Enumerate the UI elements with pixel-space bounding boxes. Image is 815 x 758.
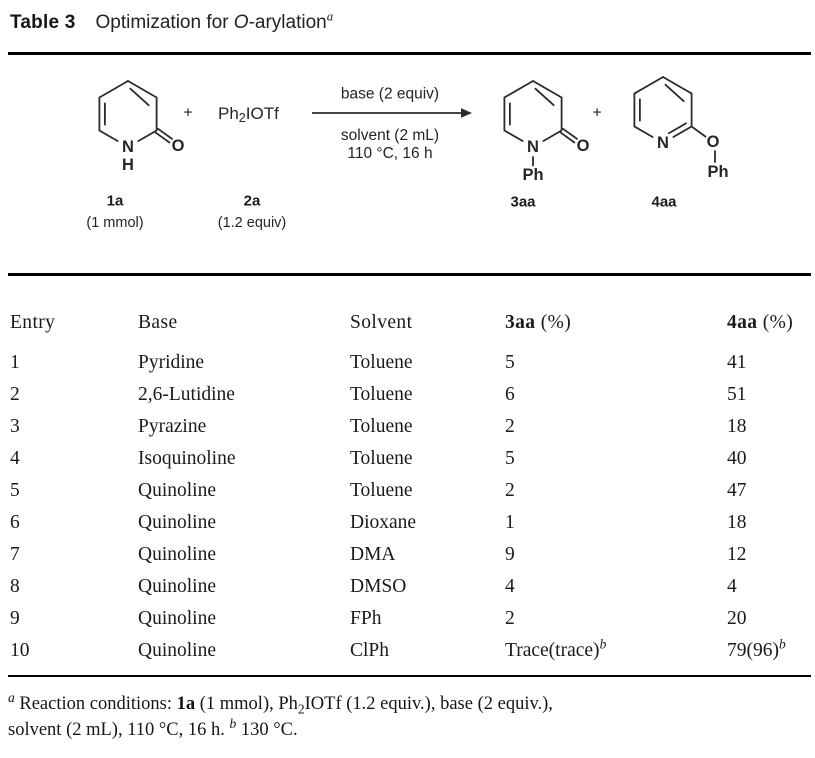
cell-3aa-yield bbox=[505, 379, 727, 411]
table-caption bbox=[10, 8, 334, 34]
yield-4aa-value: 18 bbox=[727, 512, 747, 533]
footnote-line-1 bbox=[8, 691, 810, 717]
cell-4aa-yield bbox=[727, 379, 815, 411]
phenyl-group-label: Ph bbox=[707, 163, 729, 181]
cell-solvent: Toluene bbox=[350, 448, 413, 469]
yield-3aa-value: 6 bbox=[505, 384, 515, 405]
table-row bbox=[0, 603, 815, 635]
phenyl-group-label: Ph bbox=[522, 166, 544, 184]
table-row bbox=[0, 635, 815, 667]
cell-3aa-yield bbox=[505, 347, 727, 379]
condition-solvent: solvent (2 mL) bbox=[340, 127, 440, 144]
caption-text: Optimization for bbox=[95, 12, 234, 33]
yield-3aa-value: 2 bbox=[505, 416, 515, 437]
molecule-4aa bbox=[634, 77, 728, 181]
footnote-ref-b: b bbox=[599, 636, 607, 652]
reaction-arrow bbox=[312, 108, 472, 118]
formula-ph: Ph bbox=[218, 103, 239, 123]
footnote-marker-a: a bbox=[326, 8, 334, 24]
yield-4aa-value: 47 bbox=[727, 480, 747, 501]
yield-4aa-value: 41 bbox=[727, 352, 747, 373]
nitrogen-atom-label: N bbox=[122, 138, 134, 156]
compound-label-3aa: 3aa bbox=[510, 193, 536, 211]
footnote-subscript: 2 bbox=[297, 701, 305, 717]
yield-3aa-value: 4 bbox=[505, 576, 515, 597]
table-row bbox=[0, 539, 815, 571]
footnote-marker-a: a bbox=[8, 689, 15, 705]
header-4aa-unit: (%) bbox=[757, 312, 794, 333]
table-row bbox=[0, 507, 815, 539]
cell-base: Quinoline bbox=[138, 480, 216, 501]
cell-base: Pyridine bbox=[138, 352, 205, 373]
reagent-formula bbox=[218, 104, 279, 126]
cell-base: Quinoline bbox=[138, 640, 216, 661]
oxygen-atom-label: O bbox=[576, 137, 590, 155]
cell-entry: 1 bbox=[10, 352, 20, 373]
cell-solvent: DMA bbox=[350, 544, 396, 565]
cell-base: Quinoline bbox=[138, 544, 216, 565]
yield-3aa-value: 5 bbox=[505, 448, 515, 469]
cell-3aa-yield bbox=[505, 603, 727, 635]
molecule-1a bbox=[99, 81, 184, 174]
molecule-1a-bonds bbox=[99, 81, 172, 143]
reaction-scheme bbox=[0, 62, 815, 262]
footnote-text: Reaction conditions: bbox=[14, 694, 177, 714]
compound-label-2a: 2a bbox=[243, 192, 261, 210]
cell-3aa-yield bbox=[505, 475, 727, 507]
cell-entry: 8 bbox=[10, 576, 20, 597]
caption-italic-o: O bbox=[233, 12, 249, 33]
amount-2a: (1.2 equiv) bbox=[217, 215, 287, 231]
cell-4aa-yield bbox=[727, 603, 815, 635]
amount-1a: (1 mmol) bbox=[86, 215, 144, 231]
cell-entry: 6 bbox=[10, 512, 20, 533]
table-header bbox=[0, 275, 815, 347]
cell-4aa-yield bbox=[727, 635, 815, 667]
formula-rest: IOTf bbox=[245, 103, 279, 123]
table-row bbox=[0, 443, 815, 475]
cell-solvent: ClPh bbox=[350, 640, 390, 661]
cell-3aa-yield bbox=[505, 571, 727, 603]
oxygen-atom-label: O bbox=[171, 137, 185, 155]
plus-sign: + bbox=[183, 104, 193, 122]
nitrogen-atom-label: N bbox=[527, 138, 539, 156]
cell-3aa-yield bbox=[505, 539, 727, 571]
cell-solvent: Toluene bbox=[350, 416, 413, 437]
condition-base: base (2 equiv) bbox=[340, 85, 440, 103]
cell-base: Quinoline bbox=[138, 608, 216, 629]
table-bottom-rule bbox=[8, 675, 811, 677]
compound-label-4aa: 4aa bbox=[651, 193, 677, 211]
cell-entry: 5 bbox=[10, 480, 20, 501]
oxygen-atom-label: O bbox=[706, 133, 720, 151]
cell-base: 2,6-Lutidine bbox=[138, 384, 235, 405]
cell-4aa-yield bbox=[727, 347, 815, 379]
cell-solvent: DMSO bbox=[350, 576, 407, 597]
yield-3aa-value: 2 bbox=[505, 480, 515, 501]
nitrogen-atom-label: N bbox=[657, 134, 669, 152]
table-row bbox=[0, 379, 815, 411]
header-4aa-yield bbox=[727, 275, 815, 347]
yield-4aa-value: 18 bbox=[727, 416, 747, 437]
header-3aa-unit: (%) bbox=[535, 312, 572, 333]
yield-4aa-value: 51 bbox=[727, 384, 747, 405]
table-row bbox=[0, 411, 815, 443]
table-number: Table 3 bbox=[10, 12, 76, 33]
table-row bbox=[0, 475, 815, 507]
header-entry: Entry bbox=[10, 312, 56, 333]
cell-3aa-yield bbox=[505, 411, 727, 443]
caption-text-post: -arylation bbox=[248, 12, 327, 33]
cell-3aa-yield bbox=[505, 443, 727, 475]
cell-4aa-yield bbox=[727, 571, 815, 603]
header-solvent: Solvent bbox=[350, 312, 413, 333]
table-row bbox=[0, 347, 815, 379]
yield-4aa-value: 20 bbox=[727, 608, 747, 629]
yield-3aa-value: 1 bbox=[505, 512, 515, 533]
cell-entry: 10 bbox=[10, 640, 30, 661]
yield-3aa-value: 5 bbox=[505, 352, 515, 373]
plus-sign: + bbox=[592, 104, 602, 122]
table-body bbox=[0, 347, 815, 667]
molecule-3aa bbox=[504, 81, 589, 184]
cell-solvent: Dioxane bbox=[350, 512, 417, 533]
cell-solvent: Toluene bbox=[350, 352, 413, 373]
cell-solvent: Toluene bbox=[350, 384, 413, 405]
hydrogen-atom-label: H bbox=[122, 156, 134, 174]
cell-4aa-yield bbox=[727, 475, 815, 507]
caption-rule bbox=[8, 52, 811, 55]
cell-base: Quinoline bbox=[138, 512, 216, 533]
footnote-text: 130 °C. bbox=[236, 720, 298, 740]
yield-4aa-value: 40 bbox=[727, 448, 747, 469]
cell-4aa-yield bbox=[727, 411, 815, 443]
table-title bbox=[95, 8, 334, 33]
yield-4aa-value: 4 bbox=[727, 576, 737, 597]
cell-4aa-yield bbox=[727, 507, 815, 539]
cell-base: Quinoline bbox=[138, 576, 216, 597]
header-3aa-yield bbox=[505, 275, 727, 347]
footnote-text: solvent (2 mL), 110 °C, 16 h. bbox=[8, 720, 230, 740]
cell-3aa-yield bbox=[505, 507, 727, 539]
footnote-compound-1a: 1a bbox=[176, 694, 196, 714]
cell-entry: 7 bbox=[10, 544, 20, 565]
footnote-text: IOTf (1.2 equiv.), base (2 equiv.), bbox=[304, 694, 553, 714]
compound-label-1a: 1a bbox=[106, 192, 124, 210]
yield-3aa-value: 2 bbox=[505, 608, 515, 629]
reaction-scheme-svg bbox=[0, 62, 815, 262]
header-3aa-bold: 3aa bbox=[505, 312, 536, 333]
footnote-line-2 bbox=[8, 717, 810, 743]
yield-3aa-value: 9 bbox=[505, 544, 515, 565]
header-base: Base bbox=[138, 312, 178, 333]
footnote-text: (1 mmol), Ph bbox=[195, 694, 298, 714]
molecule-3aa-bonds bbox=[504, 81, 577, 166]
cell-solvent: FPh bbox=[350, 608, 382, 629]
cell-4aa-yield bbox=[727, 539, 815, 571]
footnote-ref-b: b bbox=[779, 636, 786, 652]
cell-4aa-yield bbox=[727, 443, 815, 475]
cell-entry: 3 bbox=[10, 416, 20, 437]
formula-subscript: 2 bbox=[238, 111, 246, 125]
header-4aa-bold: 4aa bbox=[727, 312, 758, 333]
footnote-marker-b: b bbox=[229, 715, 237, 731]
results-table bbox=[0, 275, 815, 667]
condition-temperature: 110 °C, 16 h bbox=[347, 145, 433, 162]
yield-4aa-value: 12 bbox=[727, 544, 747, 565]
yield-4aa-value: 79(96) bbox=[727, 640, 779, 661]
cell-base: Pyrazine bbox=[138, 416, 207, 437]
yield-3aa-value: Trace(trace) bbox=[505, 640, 600, 661]
table-footnote bbox=[8, 691, 810, 743]
table-row bbox=[0, 571, 815, 603]
molecule-4aa-bonds bbox=[634, 77, 715, 162]
cell-entry: 2 bbox=[10, 384, 20, 405]
cell-solvent: Toluene bbox=[350, 480, 413, 501]
cell-entry: 9 bbox=[10, 608, 20, 629]
cell-base: Isoquinoline bbox=[138, 448, 236, 469]
cell-3aa-yield bbox=[505, 635, 727, 667]
cell-entry: 4 bbox=[10, 448, 20, 469]
